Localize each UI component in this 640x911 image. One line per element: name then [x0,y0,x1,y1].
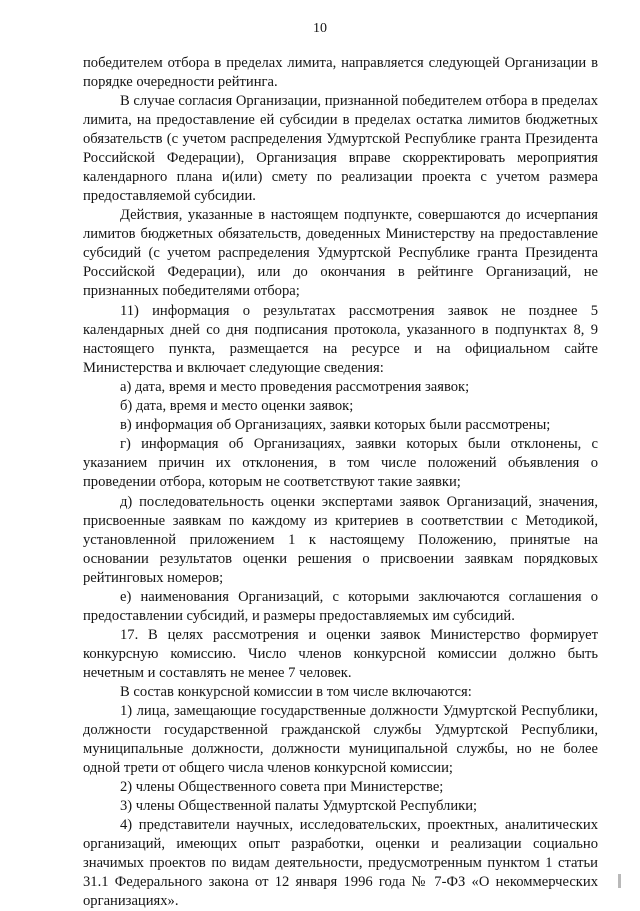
list-item-g: г) информация об Организациях, заявки которых были отклонены, с указанием причин их отклонения, в том числе положений объявления о проведении отбора, которым не соответствуют такие заявки; [83,436,598,490]
list-item-a: а) дата, время и место проведения рассмотрения заявок; [120,379,470,395]
paragraph-item-11: 11) информация о результатах рассмотрения заявок не позднее 5 календарных дней со дня подписания протокола, указанного в подпунктах 8, 9 настоящего пункта, размещается на ресурсе и на официальном сайте Министерства и включает следующие сведения: [83,303,598,376]
document-body [83,54,598,911]
scan-artifact-mark [618,874,621,888]
paragraph-continuation: победителем отбора в пределах лимита, направляется следующей Организации в порядке очередности рейтинга. [83,55,598,90]
paragraph-section-17: 17. В целях рассмотрения и оценки заявок Министерство формирует конкурсную комиссию. Число членов конкурсной комиссии должно быть нечетным и составлять не менее 7 человек. [83,627,598,681]
list-item-1: 1) лица, замещающие государственные должности Удмуртской Республики, должности государственной гражданской службы Удмуртской Республики, муниципальные должности, должности муниципальной службы, но не более одной трети от общего числа членов конкурсной комиссии; [83,703,598,776]
list-item-d: д) последовательность оценки экспертами заявок Организаций, значения, присвоенные заявкам по каждому из критериев в соответствии с Методикой, установленной приложением 1 к настоящему Положению, принятые на основании результатов оценки решения о присвоении заявкам порядковых рейтинговых номеров; [83,494,598,586]
paragraph-consent: В случае согласия Организации, признанной победителем отбора в пределах лимита, на предоставление ей субсидии в пределах остатка лимитов бюджетных обязательств (с учетом распределения Удмуртской Республике гранта Президента Российской Федерации), Организация вправе скорректировать мероприятия календарного плана и(или) смету по реализации проекта с учетом размера предоставляемой субсидии. [83,93,598,204]
page-number: 10 [313,21,327,36]
list-item-2: 2) члены Общественного совета при Министерстве; [120,779,444,795]
list-item-3: 3) члены Общественной палаты Удмуртской Республики; [120,798,478,814]
list-item-e: е) наименования Организаций, с которыми заключаются соглашения о предоставлении субсидий, и размеры предоставляемых им субсидий. [83,589,598,624]
list-item-b: б) дата, время и место оценки заявок; [120,398,354,414]
list-item-4: 4) представители научных, исследовательских, проектных, аналитических организаций, имеющих опыт разработки, оценки и реализации социально значимых проектов по видам деятельности, предусмотренным пунктом 1 статьи 31.1 Федерального закона от 12 января 1996 года № 7-ФЗ «О некоммерческих организациях». [83,817,598,909]
paragraph-commission-composition: В состав конкурсной комиссии в том числе включаются: [120,684,472,700]
list-item-v: в) информация об Организациях, заявки которых были рассмотрены; [120,417,551,433]
paragraph-actions: Действия, указанные в настоящем подпункте, совершаются до исчерпания лимитов бюджетных обязательств, доведенных Министерству на предоставление субсидий (с учетом распределения Удмуртской Республике гранта Президента Российской Федерации), или до окончания в рейтинге Организаций, не признанных победителями отбора; [83,207,598,299]
